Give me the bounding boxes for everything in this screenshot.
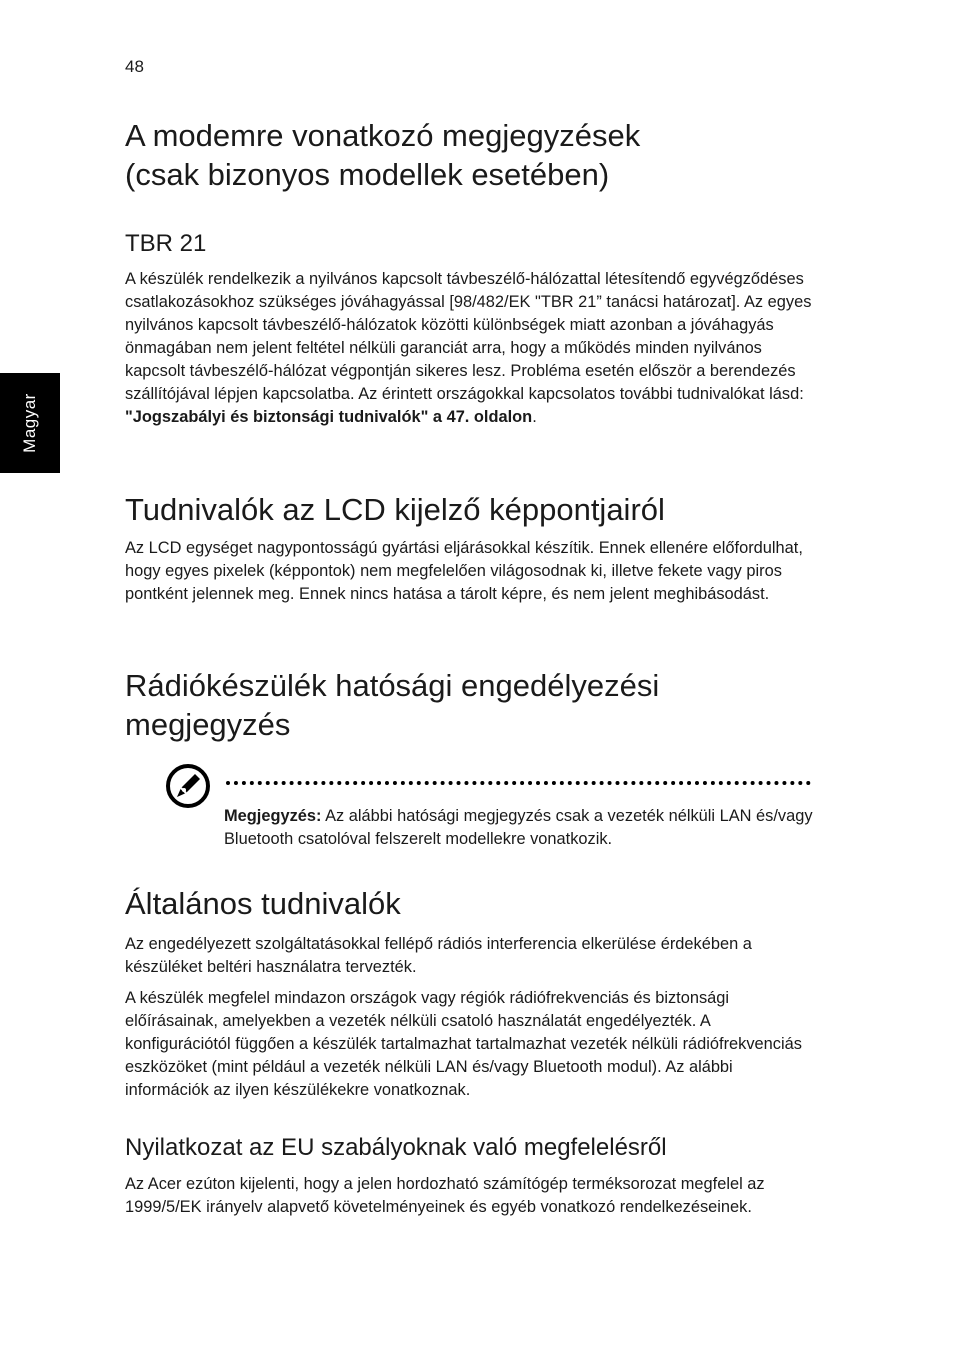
radio-heading-line1: Rádiókészülék hatósági engedélyezési: [125, 668, 660, 703]
modem-heading-line2: (csak bizonyos modellek esetében): [125, 157, 610, 192]
lcd-heading: Tudnivalók az LCD kijelző képpontjairól: [125, 492, 665, 527]
tbr21-end: .: [532, 408, 537, 426]
language-label: Magyar: [20, 393, 39, 453]
radio-heading: [125, 666, 815, 744]
general-paragraph-2: A készülék megfelel mindazon országok vagy régiók rádiófrekvenciás és biztonsági előírásainak, amelyekben a vezeték nélküli csatoló használatát engedélyezték. A konfigurációtól függően a készülék tartalmazhat tartalmazhat vezeték nélküli rádiófrekvenciás eszközöket (mint például a vezeték nélküli LAN és/vagy Bluetooth modul). Az alábbi információk az ilyen készülékekre vonatkoznak.: [125, 989, 802, 1099]
eu-declaration-heading: Nyilatkozat az EU szabályoknak való megfelelésről: [125, 1134, 667, 1161]
tbr21-paragraph: [125, 268, 815, 429]
language-side-tab: [0, 373, 60, 473]
eu-declaration-paragraph: Az Acer ezúton kijelenti, hogy a jelen hordozható számítógép terméksorozat megfelel az 1999/5/EK irányelv alapvető követelményeinek és egyéb vonatkozó rendelkezéseinek.: [125, 1175, 765, 1216]
general-paragraph-1: Az engedélyezett szolgáltatásokkal fellépő rádiós interferencia elkerülése érdekében a készüléket beltéri használatra tervezték.: [125, 935, 752, 976]
lcd-paragraph: Az LCD egységet nagypontosságú gyártási eljárásokkal készítik. Ennek ellenére előfordulhat, hogy egyes pixelek (képpontok) nem megfelelően világosodnak ki, illetve fekete vagy piros pontként jelennek meg. Ennek nincs hatása a tárolt képre, és nem jelent meghibásodást.: [125, 539, 803, 603]
tbr21-reference-link[interactable]: "Jogszabályi és biztonsági tudnivalók" a 47. oldalon: [125, 408, 533, 426]
tbr21-heading: TBR 21: [125, 230, 207, 257]
modem-notes-heading: [125, 116, 815, 194]
page-number: 48: [125, 57, 144, 76]
note-label: Megjegyzés:: [224, 807, 322, 825]
note-block: [224, 805, 814, 851]
modem-heading-line1: A modemre vonatkozó megjegyzések: [125, 118, 641, 153]
radio-heading-line2: megjegyzés: [125, 707, 291, 742]
note-pen-icon: [165, 763, 211, 809]
note-text: Az alábbi hatósági megjegyzés csak a vezeték nélküli LAN és/vagy Bluetooth csatolóval felszerelt modellekre vonatkozik.: [224, 807, 813, 848]
tbr21-text: A készülék rendelkezik a nyilvános kapcsolt távbeszélő-hálózattal létesítendő egyvégződéses csatlakozásokhoz szükséges jóváhagyással [98/482/EK "TBR 21” tanácsi határozat]. Az egyes nyilvános kapcsolt távbeszélő-hálózatok közötti különbségek miatt azonban a jóváhagyás önmagában nem jelent feltétel nélküli garanciát arra, hogy a működés minden nyilvános kapcsolt távbeszélő-hálózat végpontján sikeres lesz. Probléma esetén először a berendezés szállítójával lépjen kapcsolatba. Az érintett országokkal kapcsolatos további tudnivalókat lásd:: [125, 270, 812, 403]
general-heading: Általános tudnivalók: [125, 886, 401, 921]
note-divider: [226, 781, 811, 785]
